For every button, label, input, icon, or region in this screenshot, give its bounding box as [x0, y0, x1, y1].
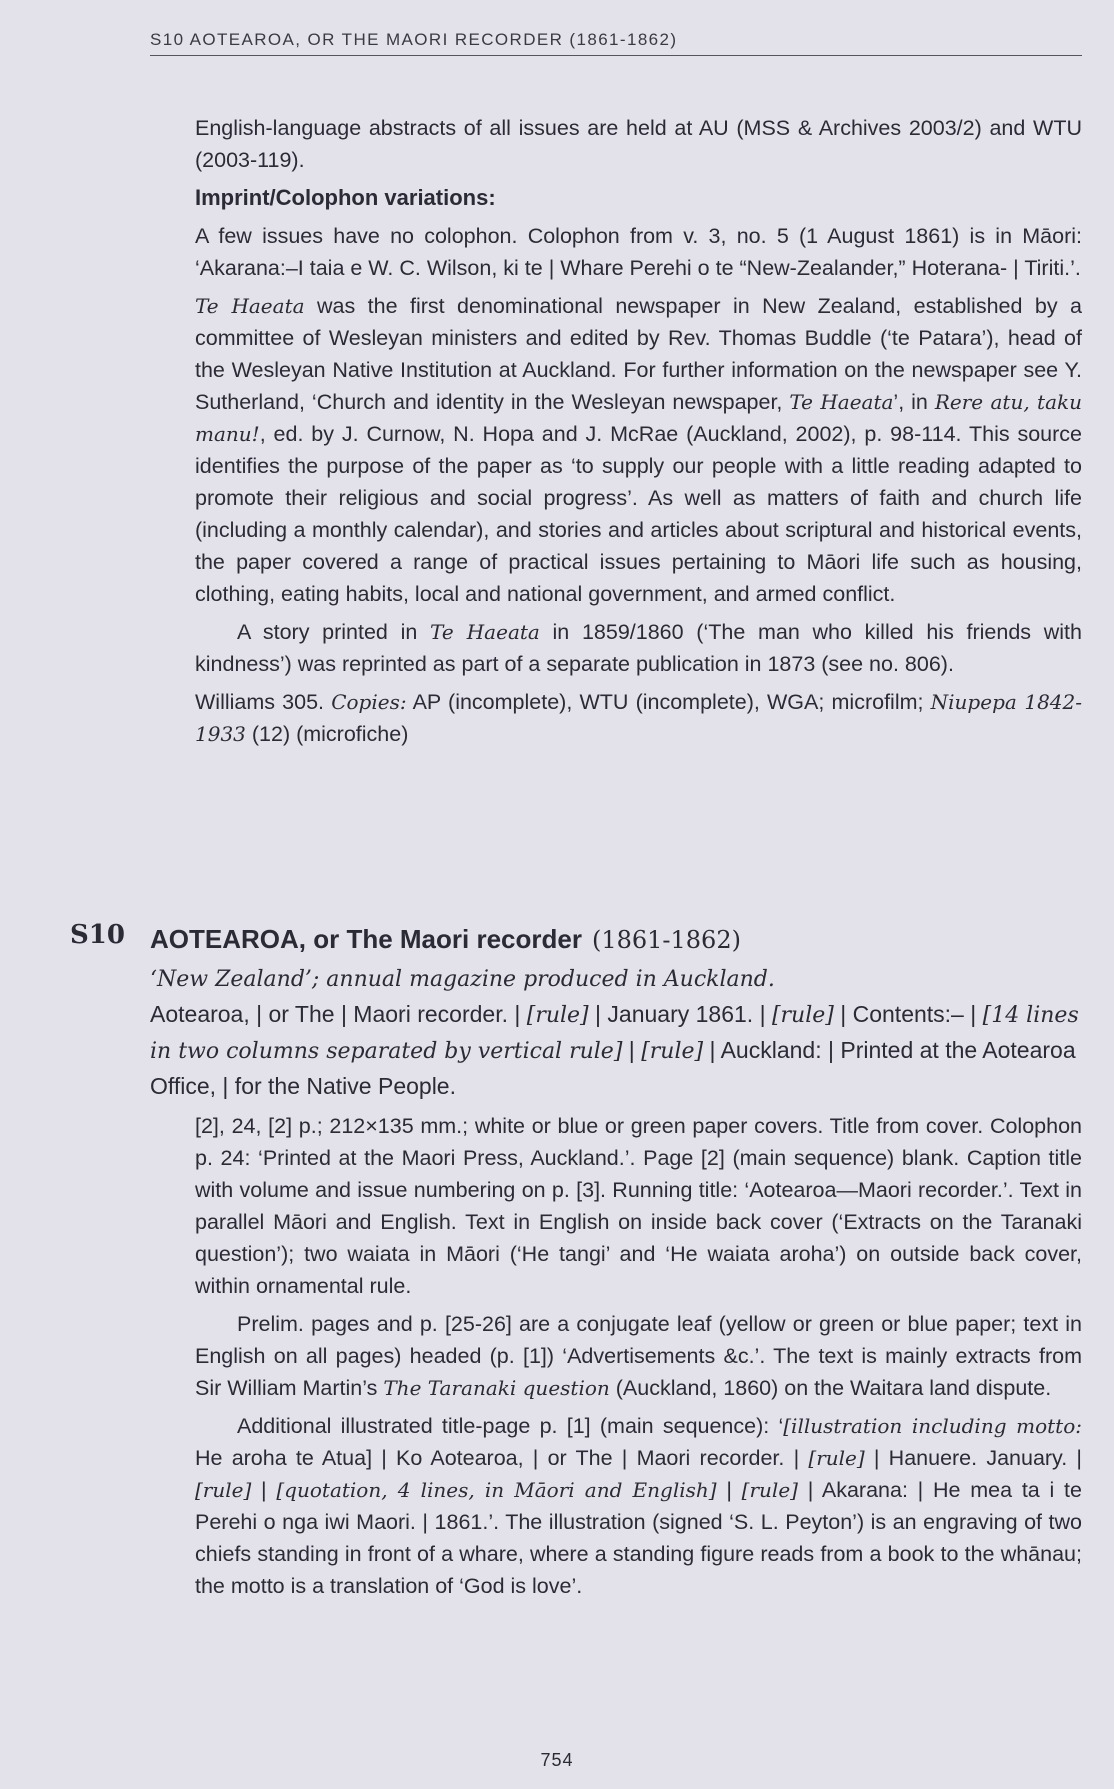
tp-text: Aotearoa, | or The | Maori recorder. |: [150, 1001, 527, 1027]
additional-title-page-paragraph: [195, 1410, 1082, 1602]
previous-entry-continuation: [195, 112, 1082, 756]
title-page-transcription: [150, 997, 1082, 1103]
copies-text-3: (12) (microfiche): [245, 722, 409, 746]
copies-text-1: Williams 305.: [195, 690, 332, 714]
add-text: Additional illustrated title-page p. [1] (main sequence): ‘: [237, 1414, 784, 1438]
entry-dates: (1861-1862): [591, 926, 741, 954]
copies-text-2: AP (incomplete), WTU (incomplete), WGA; microfilm;: [406, 690, 931, 714]
entry-title: AOTEAROA, or The Maori recorder: [150, 924, 582, 954]
prelim-paragraph: [195, 1308, 1082, 1404]
story-text-2: in 1859/1860 (‘The man who killed his friends with kindness’) was reprinted as part of a separate publication in 1873 (see no. 806).: [195, 620, 1082, 676]
story-paragraph: [195, 616, 1082, 680]
tp-text: | January 1861. |: [588, 1001, 772, 1027]
entry-description: [195, 1110, 1082, 1608]
add-text: |: [716, 1478, 742, 1502]
tp-rule: [rule]: [526, 1003, 589, 1028]
add-italic: [illustration including motto:: [783, 1414, 1082, 1438]
tp-text: | Contents:– |: [833, 1001, 983, 1027]
add-italic: [rule]: [808, 1446, 865, 1470]
history-text-3: , ed. by J. Curnow, N. Hopa and J. McRae (Auckland, 2002), p. 98-114. This source identifies the purpose of the paper as ‘to supply our people with a little reading adapted to promote their religious and social progress’. As well as matters of faith and church life (including a monthly calendar), and stories and articles about scriptural and historical events, the paper covered a range of practical issues pertaining to Māori life such as housing, clothing, eating habits, local and national government, and armed conflict.: [195, 422, 1082, 606]
copies-paragraph: [195, 686, 1082, 750]
newspaper-title: Te Haeata: [430, 620, 540, 644]
tp-text: | Auckland: | Printed at the Aotearoa Office, | for the Native People.: [150, 1037, 1076, 1099]
collation-paragraph: [2], 24, [2] p.; 212×135 mm.; white or blue or green paper covers. Title from cover. Colophon p. 24: ‘Printed at the Maori Press, Auckland.’. Page [2] (main sequence) blank. Caption title with volume and issue numbering on p. [3]. Running title: ‘Aotearoa—Maori recorder.’. Text in parallel Māori and English. Text in English on inside back cover (‘Extracts on the Taranaki question’); two waiata in Māori (‘He tangi’ and ‘He waiata aroha’) on outside back cover, within ornamental rule.: [195, 1114, 1082, 1298]
entry-number: S10: [70, 920, 125, 950]
newspaper-title: Te Haeata: [789, 390, 894, 414]
prelim-text-2: (Auckland, 1860) on the Waitara land dispute.: [609, 1376, 1052, 1400]
history-text-2: ’, in: [893, 390, 935, 414]
niupepa-title: Niupepa 1842-1933: [195, 690, 1083, 746]
tp-lines-note: [14 lines in two columns separated by vertical rule]: [150, 1003, 1079, 1064]
book-title: Rere atu, taku manu!: [195, 390, 1082, 446]
entry-heading: [150, 920, 1082, 1103]
newspaper-title: Te Haeata: [195, 294, 305, 318]
add-text: | Akarana: | He mea ta i te Perehi o nga iwi Maori. | 1861.’. The illustration (signed ‘S. L. Peyton’) is an engraving of two chiefs standing in front of a whare, where a standing figure reads from a book to the whānau; the motto is a translation of ‘God is love’.: [195, 1478, 1082, 1598]
history-paragraph: [195, 290, 1082, 610]
copies-label: Copies:: [331, 690, 407, 714]
prelim-text-1: Prelim. pages and p. [25-26] are a conjugate leaf (yellow or green or blue paper; text in English on all pages) headed (p. [1]) ‘Advertisements &c.’. The text is mainly extracts from Sir William Martin’s: [195, 1312, 1082, 1400]
tp-text: |: [622, 1037, 642, 1063]
add-text: | Hanuere. January. |: [864, 1446, 1082, 1470]
add-italic: [rule]: [195, 1478, 252, 1502]
entry-note: ‘New Zealand’; annual magazine produced in Auckland.: [150, 967, 775, 992]
add-text: He aroha te Atua] | Ko Aotearoa, | or The | Maori recorder. |: [195, 1446, 809, 1470]
add-italic: [quotation, 4 lines, in Māori and English]: [276, 1478, 717, 1502]
running-head: S10 AOTEAROA, OR THE MAORI RECORDER (1861-1862): [150, 30, 1082, 56]
add-text: |: [251, 1478, 277, 1502]
tp-rule: [rule]: [771, 1003, 834, 1028]
imprint-heading: Imprint/Colophon variations:: [195, 185, 496, 210]
book-title: The Taranaki question: [383, 1376, 610, 1400]
abstracts-note: English-language abstracts of all issues are held at AU (MSS & Archives 2003/2) and WTU (2003-119).: [195, 116, 1082, 172]
add-italic: [rule]: [741, 1478, 798, 1502]
page-number: 754: [540, 1750, 574, 1770]
history-text-1: was the first denominational newspaper in New Zealand, established by a committee of Wesleyan ministers and edited by Rev. Thomas Buddle (‘te Patara’), head of the Wesleyan Native Institution at Auckland. For further information on the newspaper see Y. Sutherland, ‘Church and identity in the Wesleyan newspaper,: [195, 294, 1082, 414]
story-text-1: A story printed in: [237, 620, 431, 644]
tp-rule: [rule]: [641, 1039, 704, 1064]
imprint-text: A few issues have no colophon. Colophon from v. 3, no. 5 (1 August 1861) is in Māori: ‘Akarana:–I taia e W. C. Wilson, ki te | Whare Perehi o te “New-Zealander,” Hoterana- | Tiriti.’.: [195, 224, 1082, 280]
